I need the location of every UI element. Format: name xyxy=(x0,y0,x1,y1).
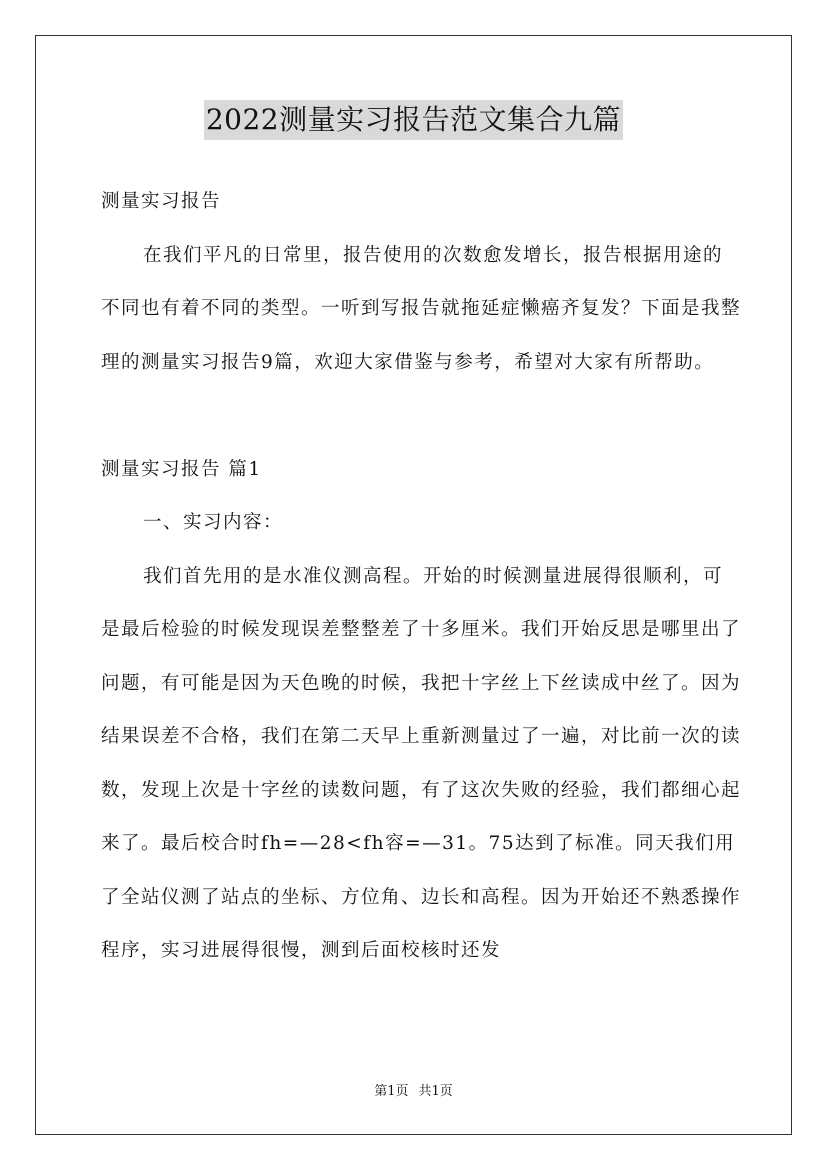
document-title: 2022测量实习报告范文集合九篇 xyxy=(204,100,623,140)
intro-paragraph: 在我们平凡的日常里，报告使用的次数愈发增长，报告根据用途的不同也有着不同的类型。一听到写报告就拖延症懒癌齐复发？下面是我整理的测量实习报告9篇，欢迎大家借鉴与参考，希望对大家有所帮助。 xyxy=(101,244,742,373)
section-heading: 测量实习报告 xyxy=(101,191,222,212)
subheading: 一、实习内容： xyxy=(143,512,284,533)
article-section-title: 测量实习报告 篇1 xyxy=(101,458,262,480)
document-body xyxy=(101,175,741,978)
paragraph-spacer xyxy=(101,389,741,443)
body-paragraph: 我们首先用的是水准仪测高程。开始的时候测量进展得很顺利，可是最后检验的时候发现误差整整差了十多厘米。我们开始反思是哪里出了问题，有可能是因为天色晚的时候，我把十字丝上下丝读成中丝了。因为结果误差不合格，我们在第二天早上重新测量过了一遍，对比前一次的读数，发现上次是十字丝的读数问题，有了这次失败的经验，我们都细心起来了。最后校合时fh=—28<fh容=—31。75达到了标准。同天我们用了全站仪测了站点的坐标、方位角、边长和高程。因为开始还不熟悉操作程序，实习进展得很慢，测到后面校核时还发 xyxy=(101,565,742,961)
title-container xyxy=(0,100,827,140)
total-pages: 共1页 xyxy=(418,1084,453,1099)
page-number: 第1页 xyxy=(374,1084,409,1099)
page-footer xyxy=(0,1083,827,1101)
